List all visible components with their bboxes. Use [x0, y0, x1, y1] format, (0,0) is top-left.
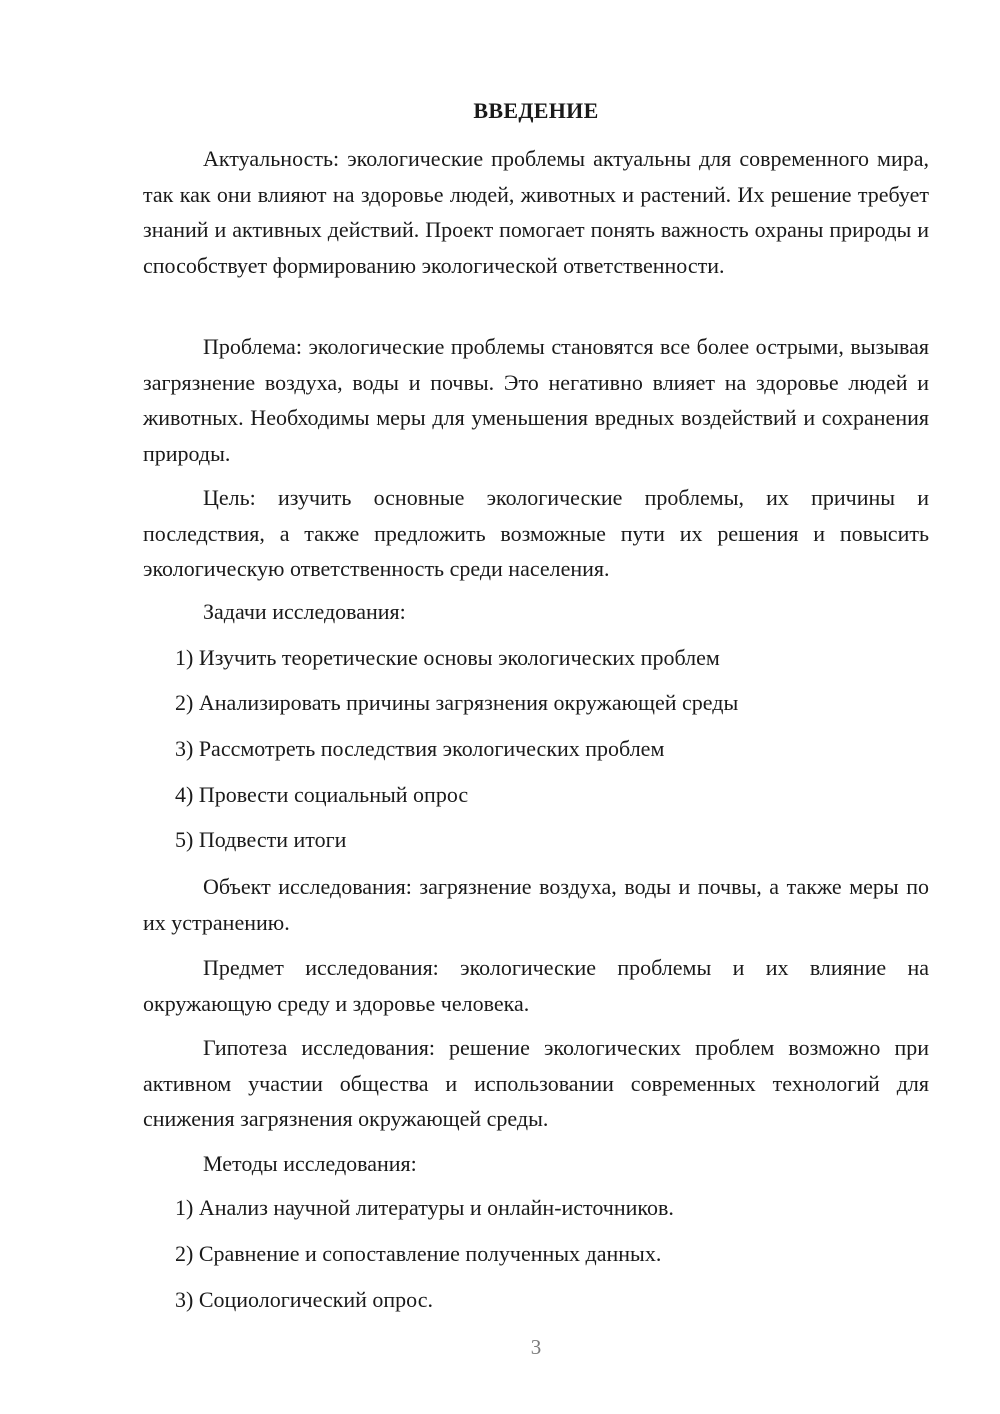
task-item: 4) Провести социальный опрос	[175, 782, 469, 807]
tasks-heading: Задачи исследования:	[203, 599, 406, 624]
paragraph-problem: Проблема: экологические проблемы становятся все более острыми, вызывая загрязнение воздуха, воды и почвы. Это негативно влияет на здоровье людей и животных. Необходимы меры для уменьшения вредных воздействий и сохранения природы.	[143, 334, 929, 466]
methods-heading: Методы исследования:	[203, 1151, 417, 1176]
task-item: 1) Изучить теоретические основы экологических проблем	[175, 645, 720, 670]
method-item: 1) Анализ научной литературы и онлайн-источников.	[175, 1195, 674, 1220]
method-item: 3) Социологический опрос.	[175, 1287, 433, 1312]
task-item: 2) Анализировать причины загрязнения окружающей среды	[175, 690, 739, 715]
paragraph-object: Объект исследования: загрязнение воздуха, воды и почвы, а также меры по их устранению.	[143, 874, 929, 935]
paragraph-relevance: Актуальность: экологические проблемы актуальны для современного мира, так как они влияют на здоровье людей, животных и растений. Их решение требует знаний и активных действий. Проект помогает понять важность охраны природы и способствует формированию экологической ответственности.	[143, 146, 929, 278]
paragraph-subject: Предмет исследования: экологические проблемы и их влияние на окружающую среду и здоровье человека.	[143, 955, 929, 1016]
task-item: 3) Рассмотреть последствия экологических проблем	[175, 736, 665, 761]
paragraph-hypothesis: Гипотеза исследования: решение экологических проблем возможно при активном участии общества и использовании современных технологий для снижения загрязнения окружающей среды.	[143, 1035, 929, 1131]
paragraph-goal: Цель: изучить основные экологические проблемы, их причины и последствия, а также предложить возможные пути их решения и повысить экологическую ответственность среди населения.	[143, 485, 929, 581]
method-item: 2) Сравнение и сопоставление полученных данных.	[175, 1241, 662, 1266]
page-title: ВВЕДЕНИЕ	[473, 98, 599, 123]
page-number: 3	[530, 1335, 542, 1359]
task-item: 5) Подвести итоги	[175, 827, 347, 852]
